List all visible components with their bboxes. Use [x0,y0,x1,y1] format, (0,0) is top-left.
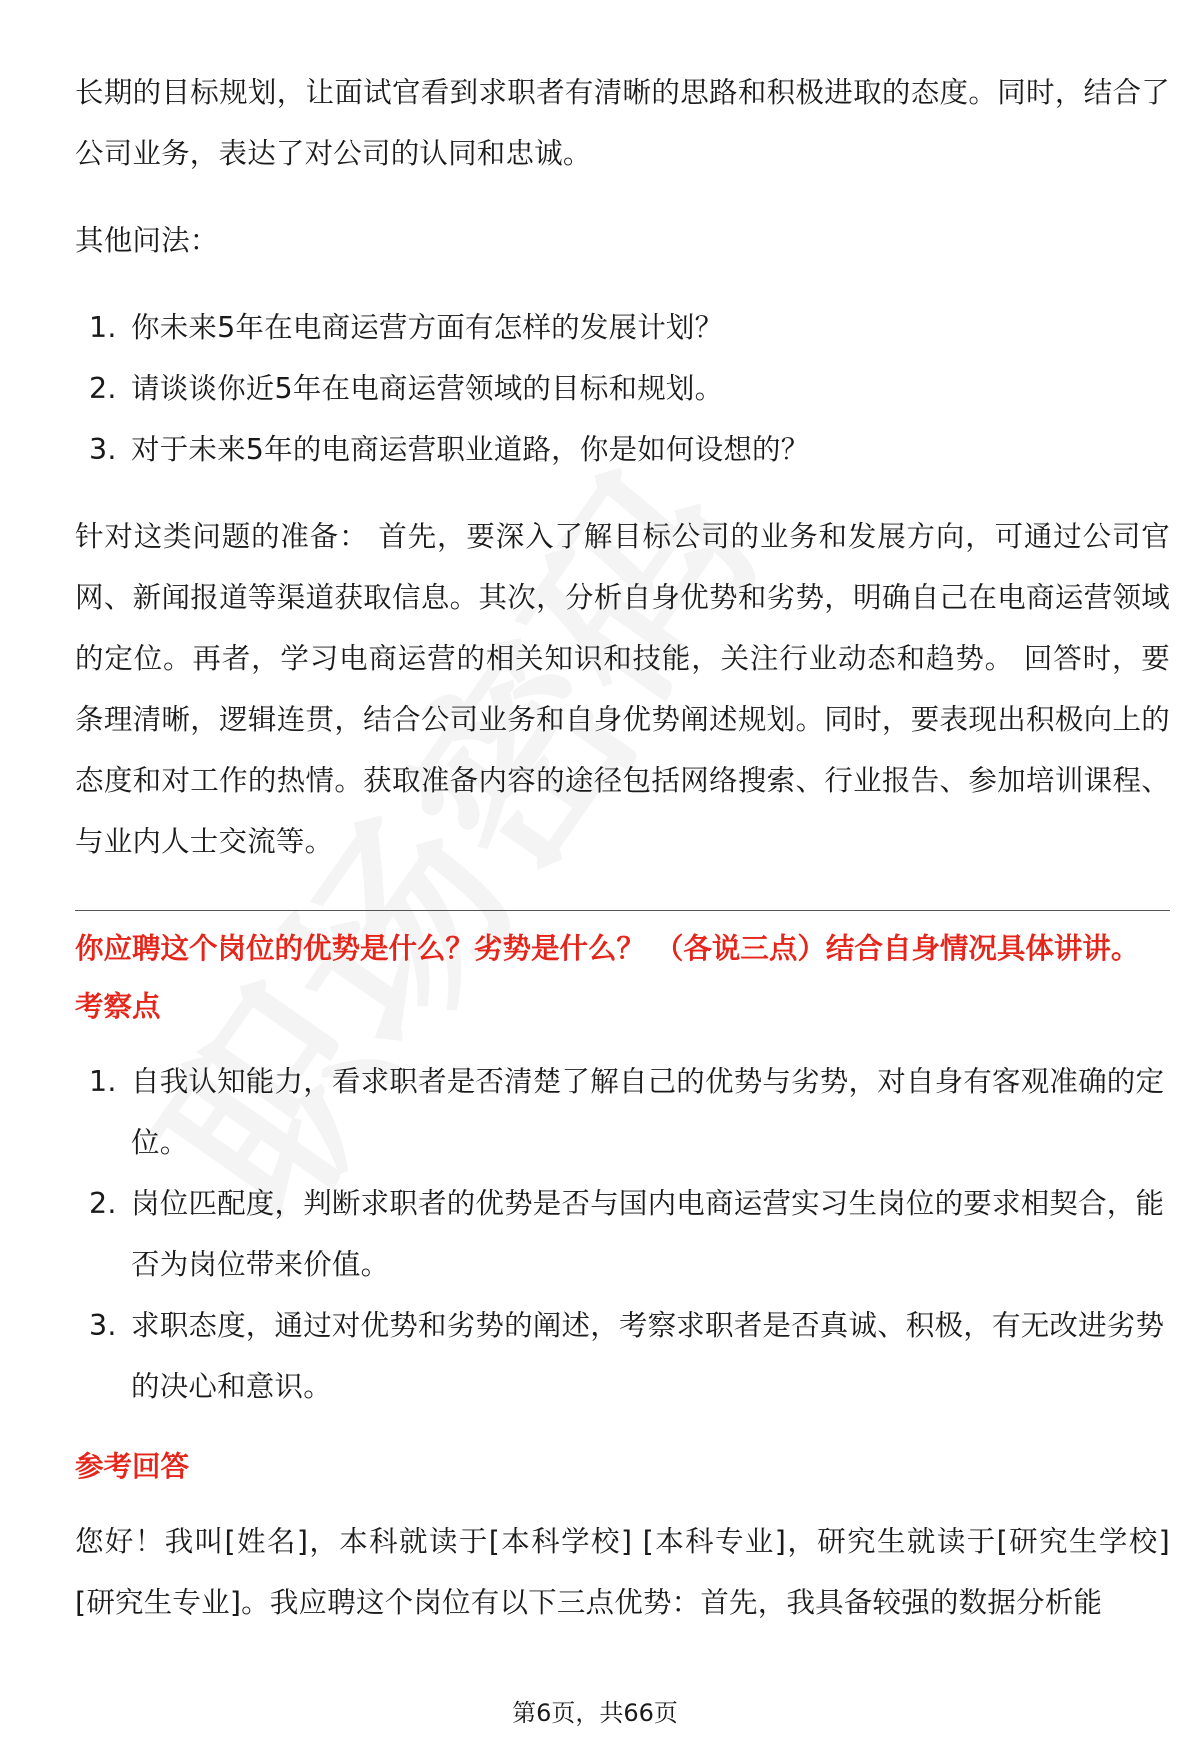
other-asks-list [75,297,1170,480]
other-asks-label: 其他问法： [75,224,219,257]
list-item-text: 对于未来5年的电商运营职业道路，你是如何设想的？ [131,433,810,466]
document-page [75,62,1170,1633]
kaocha-list [75,1051,1170,1417]
list-number: 1. [89,311,117,344]
list-item [75,1173,1170,1295]
list-item-text: 求职态度，通过对优势和劣势的阐述，考察求职者是否真诚、积极，有无改进劣势的决心和意识。 [131,1309,1165,1403]
answer-paragraph: 您好！我叫[姓名]，本科就读于[本科学校] [本科专业]，研究生就读于[研究生学校] [研究生专业]。我应聘这个岗位有以下三点优势：首先，我具备较强的数据分析能 [75,1525,1170,1619]
list-item [75,358,1170,419]
list-number: 3. [89,1309,117,1342]
list-item-text: 请谈谈你近5年在电商运营领域的目标和规划。 [131,372,724,405]
list-item [75,1295,1170,1417]
page-number: 第6页，共66页 [512,1699,678,1727]
list-number: 1. [89,1065,117,1098]
list-item-text: 你未来5年在电商运营方面有怎样的发展计划？ [131,311,724,344]
list-number: 2. [89,372,117,405]
list-number: 2. [89,1187,117,1220]
answer-heading: 参考回答 [75,1450,190,1483]
list-item [75,297,1170,358]
question-heading: 你应聘这个岗位的优势是什么？劣势是什么？ （各说三点）结合自身情况具体讲讲。 [75,932,1140,965]
preparation-paragraph: 针对这类问题的准备： 首先，要深入了解目标公司的业务和发展方向，可通过公司官网、新闻报道等渠道获取信息。其次，分析自身优势和劣势，明确自己在电商运营领域的定位。再者，学习电商运营的相关知识和技能，关注行业动态和趋势。 回答时，要条理清晰，逻辑连贯，结合公司业务和自身优势阐述规划。同时，要表现出积极向上的态度和对工作的热情。获取准备内容的途径包括网络搜索、行业报告、参加培训课程、与业内人士交流等。 [75,520,1170,858]
intro-paragraph: 长期的目标规划，让面试官看到求职者有清晰的思路和积极进取的态度。同时，结合了公司业务，表达了对公司的认同和忠诚。 [75,76,1170,170]
kaocha-heading: 考察点 [75,990,161,1023]
list-item [75,419,1170,480]
section-divider [75,910,1170,911]
list-item-text: 自我认知能力，看求职者是否清楚了解自己的优势与劣势，对自身有客观准确的定位。 [131,1065,1165,1159]
list-item [75,1051,1170,1173]
list-item-text: 岗位匹配度，判断求职者的优势是否与国内电商运营实习生岗位的要求相契合，能否为岗位带来价值。 [131,1187,1165,1281]
list-number: 3. [89,433,117,466]
